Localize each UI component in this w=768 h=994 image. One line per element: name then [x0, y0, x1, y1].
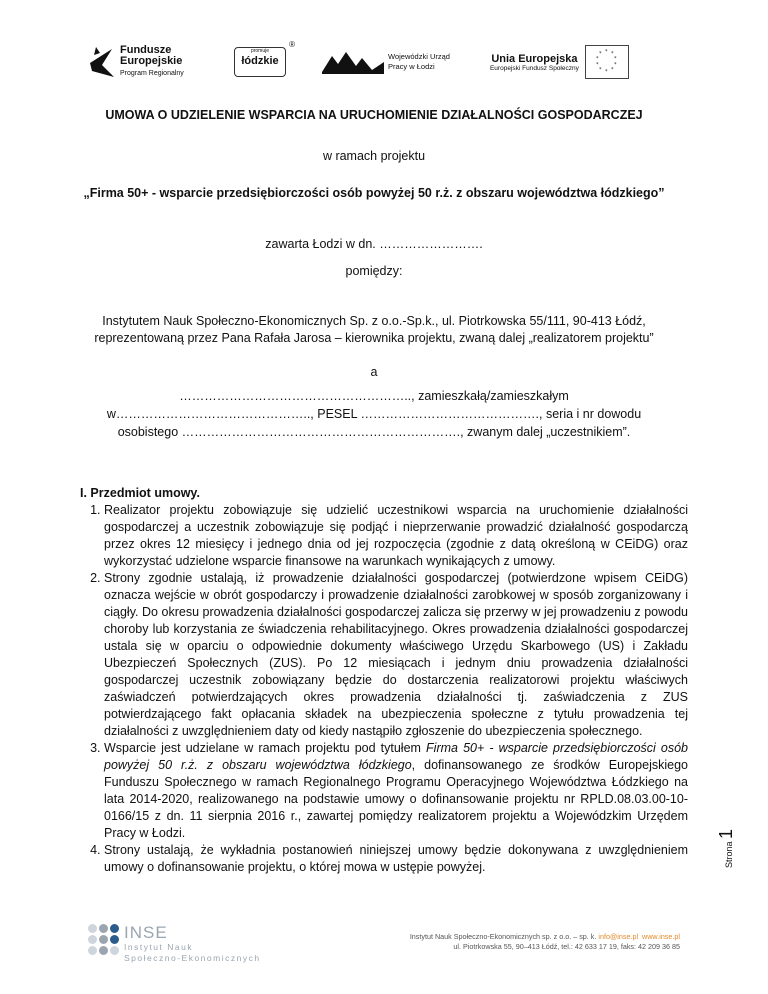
footer-street: ul. Piotrkowska 55, 90–413 Łódź, tel.: 42 633 17 19, faks: 42 209 36 85 [453, 942, 680, 951]
project-name: „Firma 50+ - wsparcie przedsiębiorczości osób powyżej 50 r.ż. z obszaru województwa łódzkiego” [83, 186, 665, 200]
svg-text:*: * [595, 62, 599, 68]
wup-line2: Pracy w Łodzi [388, 62, 435, 71]
clause-4: 4. Strony ustalają, że wykładnia postanowień niniejszej umowy będzie dokonywana z uwzględnieniem umowy o dofinansowanie projektu, o której mowa w ustępie powyżej. [104, 842, 688, 876]
svg-text:*: * [595, 56, 599, 62]
lodzkie-main: łódzkie [241, 55, 279, 67]
party-two: ……………………………………………….., zamieszkałą/zamieszkałym w……………………………………….., PESEL ……………………………………., seria i nr dowodu osobistego …………………………………………………………., zwanym dalej „uczestnikiem”. [106, 389, 642, 439]
clause-3-project-title: Firma 50+ - wsparcie przedsiębiorczości osób powyżej 50 r.ż. z obszaru województwa łódzkiego [104, 741, 689, 772]
wup-line1: Wojewódzki Urząd [388, 52, 450, 61]
svg-text:*: * [610, 51, 614, 57]
page-number-value: 1 [716, 828, 736, 839]
clause-3 [104, 740, 688, 842]
eu-logo [490, 45, 629, 79]
between-label: pomiędzy: [345, 264, 403, 278]
concluded-date-line: zawarta Łodzi w dn. ……………………. [265, 237, 483, 251]
clause-3-text-a: Wsparcie jest udzielane w ramach projektu pod tytułem [104, 741, 427, 755]
footer [0, 918, 768, 978]
document-subtitle: w ramach projektu [322, 149, 426, 163]
inse-line2: Społeczno-Ekonomicznych [124, 953, 261, 963]
eu-flag-icon [585, 45, 629, 79]
footer-email-link[interactable]: info@inse.pl [598, 932, 639, 941]
fe-line1: Fundusze [120, 44, 172, 56]
fundusze-europejskie-logo [86, 43, 228, 81]
fe-star-icon [86, 43, 116, 81]
section-subject [80, 486, 688, 876]
lodzkie-top: promuje [250, 48, 270, 54]
footer-company: Instytut Nauk Społeczno-Ekonomicznych sp. z o.o. – sp. k. [409, 932, 599, 941]
section-heading: I. Przedmiot umowy. [80, 486, 200, 500]
inse-brand: INSE [124, 923, 168, 942]
eu-line2: Europejski Fundusz Społeczny [489, 64, 579, 72]
svg-text:*: * [613, 56, 617, 62]
svg-text:*: * [613, 62, 617, 68]
page-label: Strona [724, 841, 734, 868]
clause-2: 2. Strony zgodnie ustalają, iż prowadzenie działalności gospodarczej (potwierdzone wpisem CEiDG) oznacza wejście w obrót gospodarczy i prowadzenie działalności zarobkowej w sposób zorganizowany i ciągły. Do okresu prowadzenia działalności gospodarczej zalicza się przerwy w jej prowadzeniu z powodu choroby lub korzystania ze świadczenia rehabilitacyjnego. Okres prowadzenia działalności gospodarczej ustala się w oparciu o odpowiednie dokumenty właściwego Urzędu Skarbowego (US) i Zakładu Ubezpieczeń Społecznych (ZUS). Po 12 miesiącach i jednym dniu prowadzenia działalności gospodarczej uczestnik zobowiązany będzie do dostarczenia realizatorowi projektu właściwych zaświadczeń potwierdzających okres prowadzenia działalności tj. zaświadczenia z ZUS potwierdzającego fakt opłacania składek na ubezpieczenia społeczne z tytułu prowadzenia tej działalności z uwzględnieniem daty od kiedy nastąpiło zgłoszenie do ubezpieczenia społecznego. [104, 570, 688, 740]
clause-3-text-b: , dofinansowanego ze środków Europejskiego Funduszu Społecznego w ramach Regionalnego Programu Operacyjnego Województwa Łódzkiego na lata 2014-2020, realizowanego na podstawie umowy o dofinansowanie projektu nr RPLD.08.03.00-10-0166/15 z dn. 11 sierpnia 2016 r., zawartej pomiędzy realizatorem projektu a Wojewódzkim Urzędem Pracy w Łodzi. [104, 758, 688, 840]
svg-text:*: * [598, 67, 602, 73]
svg-text:*: * [604, 69, 608, 75]
clause-list [80, 502, 688, 876]
inse-line1: Instytut Nauk [124, 942, 194, 952]
header-logos [86, 40, 686, 84]
clause-1: 1. Realizator projektu zobowiązuje się udzielić uczestnikowi wsparcia na uruchomienie działalności gospodarczej a uczestnik zobowiązuje się podjąć i nieprzerwanie prowadzić działalność gospodarczą przez okres 12 miesięcy i jednego dnia od jej rozpoczęcia (zgodnie z datą określoną w CEiDG) oraz wykorzystać udzielone wsparcie finansowe na warunkach wynikających z umowy. [104, 502, 688, 570]
footer-web-link[interactable]: www.inse.pl [642, 932, 680, 941]
and-label: a [370, 365, 378, 379]
document-title: UMOWA O UDZIELENIE WSPARCIA NA URUCHOMIENIE DZIAŁALNOŚCI GOSPODARCZEJ [105, 108, 643, 122]
inse-logo [88, 924, 261, 964]
wup-logo [322, 50, 450, 74]
wup-mountains-icon [322, 50, 384, 74]
page-number [716, 828, 740, 868]
svg-text:*: * [598, 51, 602, 57]
fe-line2: Europejskie [120, 55, 183, 67]
svg-text:*: * [610, 67, 614, 73]
registered-mark: ® [289, 40, 295, 49]
footer-address [410, 932, 680, 952]
party-one: Instytutem Nauk Społeczno-Ekonomicznych Sp. z o.o.-Sp.k., ul. Piotrkowska 55/111, 90-413 Łódź, reprezentowaną przez Pana Rafała Jarosa – kierownika projektu, zwaną dalej „realizatorem projektu” [94, 314, 654, 345]
fe-line3: Program Regionalny [120, 70, 184, 77]
eu-line1: Unia Europejska [491, 52, 578, 65]
inse-dots-icon [88, 924, 120, 955]
svg-text:*: * [604, 49, 608, 55]
lodzkie-logo [234, 40, 295, 77]
